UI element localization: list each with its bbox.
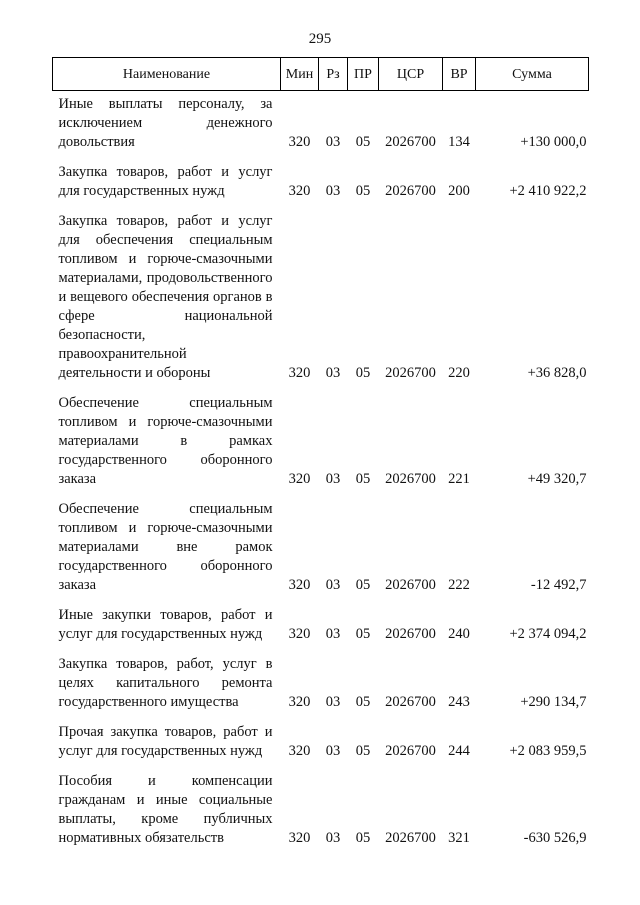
cell-min: 320	[288, 365, 311, 381]
cell-vr: 240	[448, 626, 470, 642]
budget-table	[52, 57, 589, 855]
table-row	[53, 651, 589, 719]
table-row	[53, 496, 589, 602]
cell-name: Пособия и компенсации гражданам и иные социальные выплаты, кроме публичных нормативных обязательств	[58, 773, 273, 846]
table-row	[53, 768, 589, 855]
cell-min: 320	[288, 626, 311, 642]
cell-pr: 05	[355, 134, 371, 150]
cell-min: 320	[288, 134, 311, 150]
cell-pr: 05	[355, 694, 371, 710]
cell-vr: 221	[448, 471, 470, 487]
cell-pr: 05	[355, 365, 371, 381]
header-csr: ЦСР	[379, 58, 443, 91]
cell-pr: 05	[355, 830, 371, 846]
header-name: Наименование	[53, 58, 281, 91]
cell-vr: 222	[448, 577, 470, 593]
cell-rz: 03	[325, 626, 341, 642]
table-row	[53, 91, 589, 160]
cell-name: Закупка товаров, работ и услуг для обеспечения специальным топливом и горюче-смазочными материалами, продовольственного и вещевого обеспечения органов в сфере национальной безопасности, правоохранительной деятельности и обороны	[58, 213, 273, 381]
header-min: Мин	[281, 58, 319, 91]
cell-vr: 134	[448, 134, 470, 150]
cell-csr: 2026700	[385, 471, 436, 487]
cell-pr: 05	[355, 183, 371, 199]
cell-min: 320	[288, 830, 311, 846]
cell-min: 320	[288, 577, 311, 593]
cell-csr: 2026700	[385, 694, 436, 710]
table-row	[53, 208, 589, 390]
table-row	[53, 390, 589, 496]
cell-min: 320	[288, 743, 311, 759]
cell-name: Обеспечение специальным топливом и горюче-смазочными материалами в рамках государственного оборонного заказа	[58, 395, 273, 487]
cell-vr: 321	[448, 830, 470, 846]
cell-rz: 03	[325, 183, 341, 199]
cell-rz: 03	[325, 577, 341, 593]
cell-min: 320	[288, 694, 311, 710]
cell-rz: 03	[325, 134, 341, 150]
cell-csr: 2026700	[385, 365, 436, 381]
cell-rz: 03	[325, 694, 341, 710]
cell-vr: 243	[448, 694, 470, 710]
cell-sum: -12 492,7	[530, 577, 587, 593]
header-vr: ВР	[443, 58, 476, 91]
cell-pr: 05	[355, 577, 371, 593]
cell-name: Иные выплаты персоналу, за исключением денежного довольствия	[58, 96, 273, 150]
cell-name: Закупка товаров, работ и услуг для государственных нужд	[58, 164, 273, 199]
cell-rz: 03	[325, 830, 341, 846]
cell-sum: +2 410 922,2	[509, 183, 587, 199]
cell-vr: 244	[448, 743, 470, 759]
cell-csr: 2026700	[385, 830, 436, 846]
cell-csr: 2026700	[385, 743, 436, 759]
cell-csr: 2026700	[385, 577, 436, 593]
cell-sum: +2 374 094,2	[509, 626, 587, 642]
table-row	[53, 719, 589, 768]
cell-rz: 03	[325, 471, 341, 487]
cell-sum: +130 000,0	[520, 134, 587, 150]
cell-pr: 05	[355, 626, 371, 642]
cell-min: 320	[288, 183, 311, 199]
cell-sum: +2 083 959,5	[509, 743, 587, 759]
header-pr: ПР	[348, 58, 379, 91]
cell-sum: +290 134,7	[520, 694, 587, 710]
header-rz: Рз	[319, 58, 348, 91]
cell-sum: +36 828,0	[527, 365, 587, 381]
cell-min: 320	[288, 471, 311, 487]
table-row	[53, 602, 589, 651]
cell-sum: +49 320,7	[527, 471, 587, 487]
cell-vr: 220	[448, 365, 470, 381]
table-body	[53, 91, 589, 856]
cell-name: Прочая закупка товаров, работ и услуг для государственных нужд	[58, 724, 273, 759]
cell-name: Обеспечение специальным топливом и горюче-смазочными материалами вне рамок государственного оборонного заказа	[58, 501, 273, 593]
cell-sum: -630 526,9	[523, 830, 587, 846]
cell-name: Иные закупки товаров, работ и услуг для государственных нужд	[58, 607, 273, 642]
cell-pr: 05	[355, 743, 371, 759]
cell-vr: 200	[448, 183, 470, 199]
cell-csr: 2026700	[385, 134, 436, 150]
header-sum: Сумма	[476, 58, 589, 91]
page-number: 295	[308, 31, 332, 47]
cell-csr: 2026700	[385, 183, 436, 199]
cell-csr: 2026700	[385, 626, 436, 642]
cell-pr: 05	[355, 471, 371, 487]
cell-name: Закупка товаров, работ, услуг в целях капитального ремонта государственного имущества	[58, 656, 273, 710]
table-row	[53, 159, 589, 208]
cell-rz: 03	[325, 365, 341, 381]
cell-rz: 03	[325, 743, 341, 759]
table-header	[53, 58, 589, 91]
